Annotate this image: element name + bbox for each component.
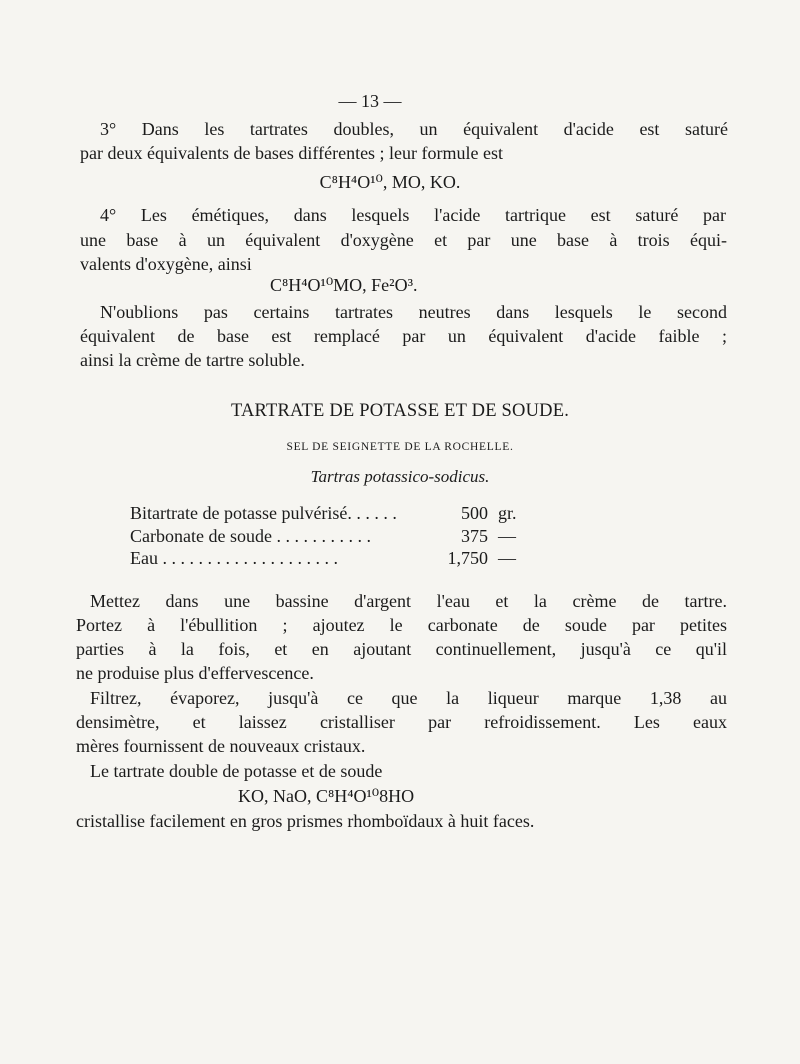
page-number: — 13 — (338, 91, 402, 111)
formula-emetic: C⁸H⁴O¹⁰MO, Fe²O³. (270, 275, 418, 295)
recipe-row (130, 525, 528, 547)
recipe-row (130, 547, 528, 569)
formula-double-tartrate: C⁸H⁴O¹⁰, MO, KO. (319, 172, 461, 192)
recipe-unit: gr. (498, 503, 517, 523)
instructions-filter-line-3: mères fournissent de nouveaux cristaux. (76, 736, 366, 756)
paragraph-neutral-tartrates-line-2: équivalent de base est remplacé par un équivalent d'acide faible ; (80, 326, 727, 346)
recipe-quantity: 1,750 (447, 548, 488, 568)
recipe-quantity: 375 (461, 526, 488, 546)
paragraph-double-tartrates-line-1: 3° Dans les tartrates doubles, un équivalent d'acide est saturé (100, 119, 728, 139)
paragraph-neutral-tartrates-line-1: N'oublions pas certains tartrates neutres dans lesquels le second (100, 302, 727, 322)
latin-name: Tartras potassico-sodicus. (310, 467, 490, 486)
paragraph-double-tartrates-line-2: par deux équivalents de bases différentes ; leur formule est (80, 143, 504, 163)
section-subtitle: SEL DE SEIGNETTE DE LA ROCHELLE. (286, 441, 514, 453)
paragraph-emetics-line-1: 4° Les émétiques, dans lesquels l'acide tartrique est saturé par (100, 205, 726, 225)
paragraph-emetics-line-3: valents d'oxygène, ainsi (80, 254, 252, 274)
instructions-line-4: ne produise plus d'effervescence. (76, 663, 314, 683)
paragraph-neutral-tartrates-line-3: ainsi la crème de tartre soluble. (80, 350, 305, 370)
instructions-filter-line-2: densimètre, et laissez cristalliser par refroidissement. Les eaux (76, 712, 727, 732)
recipe-ingredient: Bitartrate de potasse pulvérisé. . . . . . (130, 503, 397, 523)
recipe-quantity: 500 (461, 503, 488, 523)
instructions-filter-line-1: Filtrez, évaporez, jusqu'à ce que la liqueur marque 1,38 au (90, 688, 727, 708)
recipe-unit: — (498, 548, 516, 568)
instructions-double-tartrate: Le tartrate double de potasse et de soude (90, 761, 383, 781)
formula-sodium-potassium-tartrate: KO, NaO, C⁸H⁴O¹⁰8HO (238, 786, 415, 806)
instructions-crystallization: cristallise facilement en gros prismes rhomboïdaux à huit faces. (76, 811, 535, 831)
recipe-ingredient: Eau . . . . . . . . . . . . . . . . . . . . (130, 548, 338, 568)
recipe-row (130, 502, 528, 524)
paragraph-emetics-line-2: une base à un équivalent d'oxygène et par une base à trois équi- (80, 230, 727, 250)
recipe-unit: — (498, 526, 516, 546)
instructions-line-1: Mettez dans une bassine d'argent l'eau et la crème de tartre. (90, 591, 727, 611)
section-title: TARTRATE DE POTASSE ET DE SOUDE. (230, 401, 570, 421)
instructions-line-2: Portez à l'ébullition ; ajoutez le carbonate de soude par petites (76, 615, 727, 635)
instructions-line-3: parties à la fois, et en ajoutant continuellement, jusqu'à ce qu'il (76, 639, 727, 659)
recipe-ingredient: Carbonate de soude . . . . . . . . . . . (130, 526, 371, 546)
